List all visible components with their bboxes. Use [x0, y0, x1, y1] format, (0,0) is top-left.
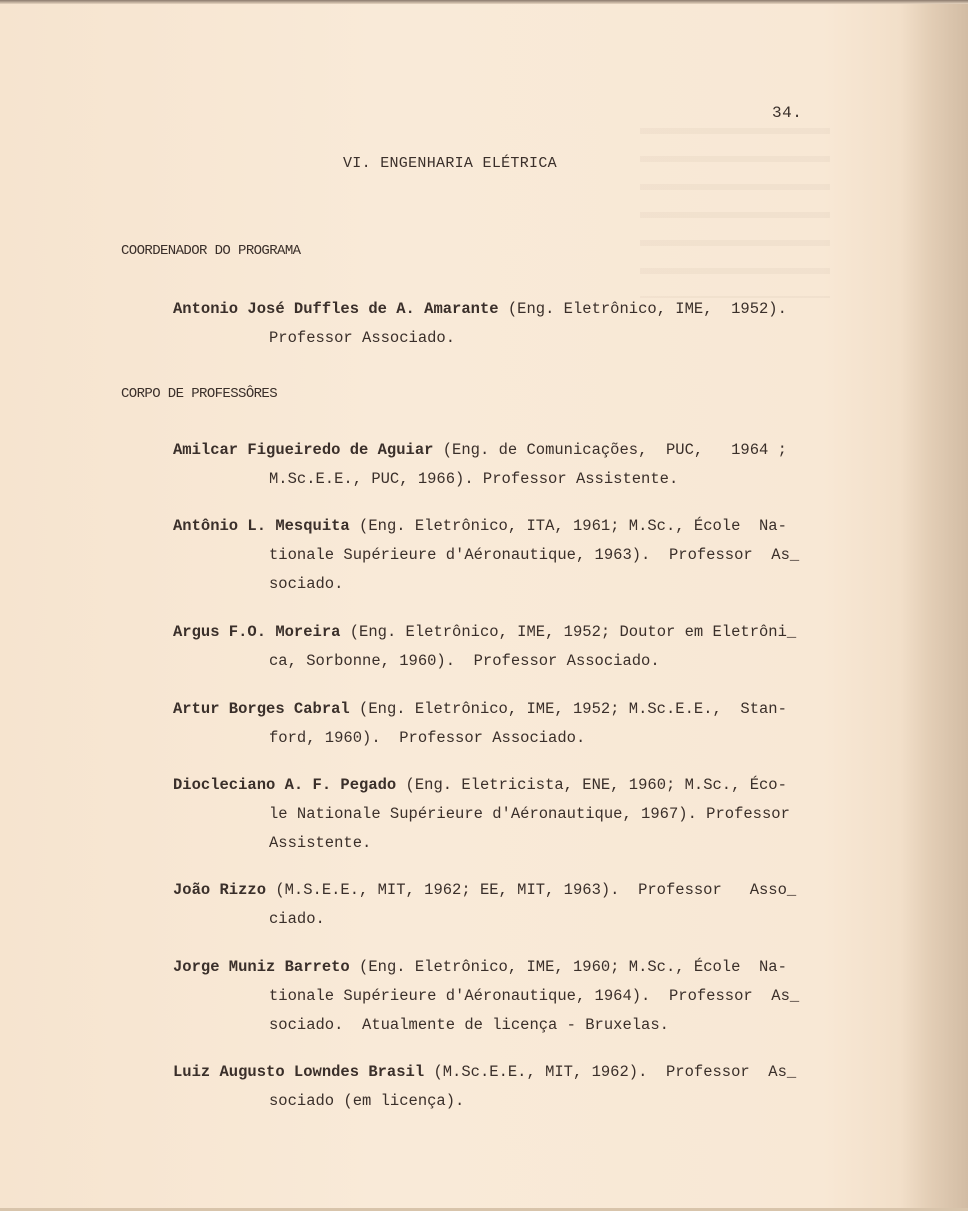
entry-text: sociado (em licença).: [269, 1092, 465, 1110]
faculty-entry: [173, 695, 813, 753]
entry-text: tionale Supérieure d'Aéronautique, 1964). Professor As_: [269, 987, 800, 1005]
entry-text: M.Sc.E.E., PUC, 1966). Professor Assistente.: [269, 470, 679, 488]
person-name: Luiz Augusto Lowndes Brasil: [173, 1063, 425, 1081]
entry-text: (M.S.E.E., MIT, 1962; EE, MIT, 1963). Professor Asso_: [266, 881, 797, 899]
entry-text: (Eng. Eletrônico, IME, 1960; M.Sc., École Na-: [349, 958, 787, 976]
entry-text: ca, Sorbonne, 1960). Professor Associado.: [269, 652, 660, 670]
faculty-entry: [173, 512, 813, 599]
person-name: Argus F.O. Moreira: [173, 623, 341, 641]
person-name: Jorge Muniz Barreto: [173, 958, 350, 976]
entry-text: (Eng. Eletrônico, IME, 1952).: [498, 300, 787, 318]
coordinator-heading: COORDENADOR DO PROGRAMA: [121, 243, 301, 259]
entry-text: (Eng. Eletrônico, IME, 1952; M.Sc.E.E., Stan-: [349, 700, 787, 718]
faculty-heading: CORPO DE PROFESSÔRES: [121, 386, 278, 402]
entry-text: Professor Associado.: [269, 329, 456, 347]
entry-text: (Eng. Eletrônico, IME, 1952; Doutor em Eletrôni_: [340, 623, 797, 641]
entry-text: tionale Supérieure d'Aéronautique, 1963). Professor As_: [269, 546, 800, 564]
person-name: Antônio L. Mesquita: [173, 517, 350, 535]
entry-text: Assistente.: [269, 834, 372, 852]
entry-text: sociado. Atualmente de licença - Bruxelas.: [269, 1016, 669, 1034]
entry-text: sociado.: [269, 575, 344, 593]
entry-text: (Eng. Eletricista, ENE, 1960; M.Sc., Éco-: [396, 776, 787, 794]
person-name: Amilcar Figueiredo de Aguiar: [173, 441, 434, 459]
faculty-entry: [173, 436, 813, 494]
entry-text: ciado.: [269, 910, 325, 928]
person-name: Diocleciano A. F. Pegado: [173, 776, 397, 794]
page-top-edge: [0, 0, 968, 4]
person-name: Artur Borges Cabral: [173, 700, 350, 718]
faculty-entry: [173, 876, 813, 934]
person-name: Antonio José Duffles de A. Amarante: [173, 300, 499, 318]
person-name: João Rizzo: [173, 881, 267, 899]
faculty-entry: [173, 1058, 813, 1116]
section-title: VI. ENGENHARIA ELÉTRICA: [343, 155, 557, 172]
entry-text: ford, 1960). Professor Associado.: [269, 729, 586, 747]
entry-text: (Eng. Eletrônico, ITA, 1961; M.Sc., École Na-: [349, 517, 787, 535]
faculty-entry: [173, 618, 813, 676]
faculty-entry: [173, 953, 813, 1040]
coordinator-entry: [173, 295, 813, 353]
entry-text: (Eng. de Comunicações, PUC, 1964 ;: [433, 441, 787, 459]
entry-text: (M.Sc.E.E., MIT, 1962). Professor As_: [424, 1063, 797, 1081]
bleed-through-text: [640, 128, 830, 298]
page-number: 34.: [772, 104, 803, 122]
faculty-entry: [173, 771, 813, 858]
entry-text: le Nationale Supérieure d'Aéronautique, 1967). Professor: [269, 805, 790, 823]
